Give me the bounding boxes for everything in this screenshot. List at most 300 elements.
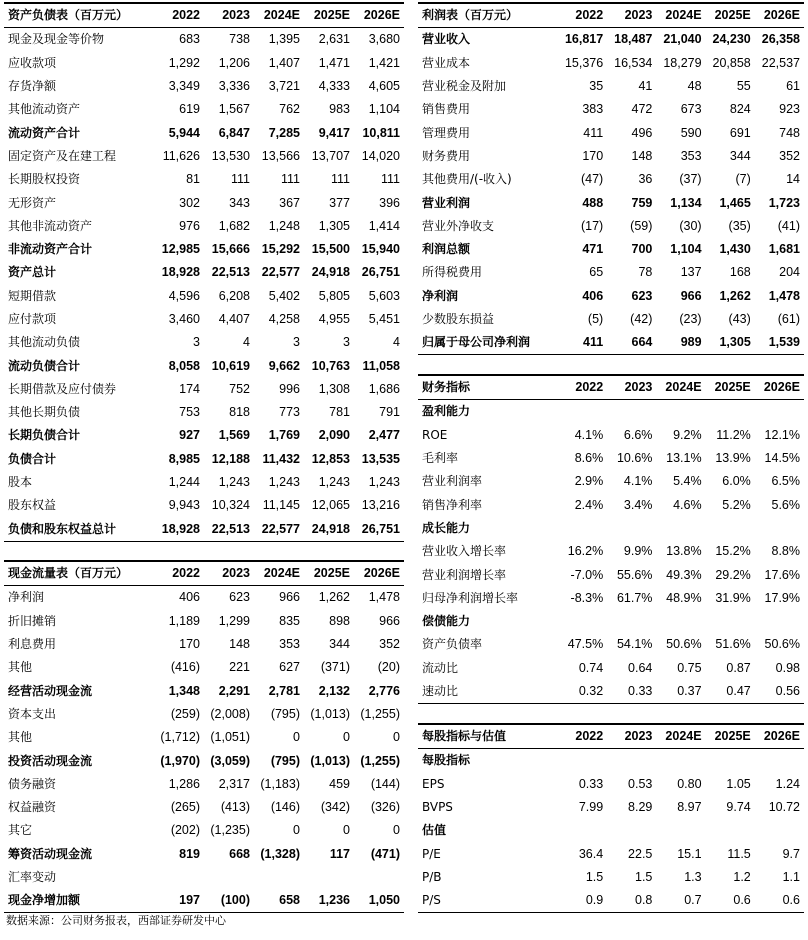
table-row: [4, 191, 404, 214]
table-row: [4, 796, 404, 819]
table-row: [418, 168, 804, 191]
column-header: 2023: [607, 375, 656, 400]
table-title: 财务指标: [418, 375, 558, 400]
footnote: 数据来源：公司财务报表，西部证券研发中心: [6, 914, 226, 927]
row-value: 16.2%: [567, 544, 604, 559]
row-value: 15,292: [261, 242, 300, 257]
column-header: 2026E: [354, 561, 404, 586]
row-label: EPS: [422, 776, 445, 791]
row-label: 流动比: [422, 660, 459, 675]
row-value: 6.6%: [623, 427, 653, 442]
row-value: 78: [638, 265, 653, 280]
row-value: 5,805: [318, 288, 350, 303]
table-row: [418, 563, 804, 586]
table-row: [4, 98, 404, 121]
row-value: 1.24: [775, 776, 800, 791]
row-label: 汇率变动: [8, 870, 57, 884]
row-value: 983: [329, 102, 350, 117]
table-row: [418, 145, 804, 168]
row-label: 资产负债率: [422, 637, 483, 652]
row-value: 5,402: [268, 288, 300, 303]
row-value: 22,513: [204, 518, 254, 542]
row-value: 1,305: [706, 331, 755, 355]
row-value: (1,970): [160, 753, 200, 768]
row-label: 负债和股东权益总计: [4, 518, 154, 542]
row-value: (20): [377, 660, 400, 675]
row-value: 11,145: [262, 498, 300, 513]
row-value: 4,596: [168, 288, 200, 303]
table-header-row: [418, 375, 804, 400]
row-value: 2,781: [268, 683, 300, 698]
row-value: 0: [343, 823, 350, 838]
row-value: 8.29: [628, 800, 653, 815]
row-value: 9.2%: [673, 427, 702, 442]
row-label: 资产总计: [8, 265, 57, 280]
row-value: 55.6%: [616, 567, 653, 582]
row-label: 其他非流动资产: [8, 218, 93, 233]
row-value: 55: [736, 79, 751, 94]
row-value: 1,262: [719, 288, 751, 303]
row-value: 22,537: [761, 55, 800, 70]
row-value: 1,539: [755, 331, 804, 355]
row-value: 1,243: [318, 475, 350, 490]
row-value: 65: [589, 265, 604, 280]
row-value: 383: [582, 102, 604, 117]
row-label: 短期借款: [8, 288, 57, 303]
table-row: [418, 191, 804, 214]
column-header: 2024E: [656, 724, 705, 749]
row-value: 9.74: [726, 800, 751, 815]
row-value: 3,336: [218, 79, 250, 94]
valuation-table: [418, 723, 804, 913]
row-value: 2,090: [318, 428, 350, 443]
row-label: 归母净利润增长率: [422, 590, 519, 605]
table-row: [4, 75, 404, 98]
table-row: [418, 749, 804, 773]
row-value: (3,059): [210, 753, 250, 768]
row-label: BVPS: [422, 800, 453, 815]
row-value: [706, 819, 755, 842]
row-value: 11,432: [262, 451, 300, 466]
row-value: 1,104: [670, 242, 702, 257]
row-label: P/B: [422, 869, 442, 884]
row-label: 营业外净收支: [422, 218, 495, 233]
row-value: [558, 400, 607, 424]
row-value: 9.9%: [623, 544, 653, 559]
row-value: [607, 400, 656, 424]
row-value: 9,943: [168, 498, 200, 513]
row-value: 623: [631, 288, 653, 303]
table-row: [4, 424, 404, 447]
row-value: 15,500: [311, 242, 350, 257]
row-value: 0.7: [656, 889, 705, 913]
row-value: 14.5%: [764, 451, 800, 466]
table-row: [4, 773, 404, 796]
table-row: [418, 331, 804, 355]
row-value: 117: [329, 846, 350, 861]
row-value: 17.6%: [764, 567, 800, 582]
table-row: [418, 889, 804, 913]
row-value: 664: [607, 331, 656, 355]
row-value: 5,603: [368, 288, 400, 303]
row-label: 利息费用: [8, 637, 57, 652]
row-value: 791: [379, 405, 400, 420]
row-value: 0.6: [706, 889, 755, 913]
row-label: 现金净增加额: [4, 889, 154, 913]
row-value: 2,317: [218, 776, 250, 791]
row-value: 111: [230, 172, 250, 187]
table-row: [4, 238, 404, 261]
row-value: 22.5: [628, 846, 653, 861]
table-row: [4, 889, 404, 913]
column-header: 2025E: [706, 3, 755, 28]
row-value: [755, 749, 804, 773]
row-value: 2,291: [218, 683, 250, 698]
row-value: 835: [279, 613, 300, 628]
row-value: [354, 866, 404, 889]
row-value: 26,358: [761, 32, 800, 47]
table-header-row: [418, 724, 804, 749]
row-value: [304, 866, 354, 889]
column-header: 2022: [154, 3, 204, 28]
row-value: 976: [179, 218, 200, 233]
row-value: 4,955: [318, 312, 350, 326]
row-value: 1,236: [304, 889, 354, 913]
row-label: 营业收入: [422, 32, 471, 47]
row-value: 738: [229, 32, 250, 47]
column-header: 2022: [558, 375, 607, 400]
row-value: 1,104: [368, 102, 400, 117]
row-value: 0.32: [558, 680, 607, 704]
row-value: 590: [680, 125, 702, 140]
row-value: (795): [270, 706, 300, 721]
column-header: 2022: [558, 724, 607, 749]
row-value: 344: [329, 637, 350, 652]
cash-flow-table: [4, 560, 404, 913]
table-row: [4, 679, 404, 702]
table-row: [4, 378, 404, 401]
row-value: 1,681: [768, 242, 800, 257]
row-value: 0.9: [558, 889, 607, 913]
table-row: [418, 424, 804, 447]
row-value: 12.1%: [764, 427, 800, 442]
row-label: P/S: [418, 889, 558, 913]
row-label: 营业税金及附加: [422, 79, 507, 94]
column-header: 2024E: [656, 375, 705, 400]
row-value: 1,465: [719, 195, 751, 210]
table-row: [418, 238, 804, 261]
row-value: 302: [179, 195, 200, 210]
row-value: 16,817: [564, 32, 604, 47]
row-value: 8,985: [168, 451, 200, 466]
column-header: 2022: [154, 561, 204, 586]
row-value: 15,940: [361, 242, 400, 257]
row-value: 673: [680, 102, 702, 117]
table-row: [4, 749, 404, 772]
row-value: 0: [293, 730, 300, 745]
table-row: [418, 517, 804, 540]
row-value: 0.75: [677, 660, 702, 675]
row-value: (59): [630, 218, 653, 233]
table-row: [418, 493, 804, 516]
row-value: (795): [270, 753, 300, 768]
table-title: 现金流量表（百万元）: [4, 561, 154, 586]
row-value: 0: [293, 823, 300, 838]
row-value: 0.37: [656, 680, 705, 704]
row-value: 1,769: [268, 428, 300, 443]
income-statement-table: [418, 2, 804, 355]
table-row: [4, 633, 404, 656]
table-row: [4, 215, 404, 238]
row-value: 0.6: [755, 889, 804, 913]
row-value: 24,230: [712, 32, 751, 47]
row-value: (471): [370, 846, 400, 861]
row-value: 170: [179, 637, 200, 652]
row-label: 营业收入增长率: [422, 544, 507, 559]
table-header-row: [418, 3, 804, 28]
row-value: 24,918: [311, 265, 350, 280]
row-value: 1,478: [368, 590, 400, 605]
table-row: [418, 587, 804, 610]
row-value: [656, 610, 705, 633]
row-label: 营业利润增长率: [422, 567, 507, 582]
row-label: 其他流动负债: [8, 335, 81, 350]
column-header: 2023: [607, 3, 656, 28]
table-row: [4, 354, 404, 377]
row-value: (35): [728, 218, 751, 233]
row-value: 927: [179, 428, 200, 443]
row-value: 1,308: [318, 381, 350, 396]
row-value: 5.4%: [673, 474, 702, 489]
row-value: 1,471: [318, 55, 350, 70]
row-value: 966: [279, 590, 300, 605]
column-header: 2026E: [755, 3, 804, 28]
row-value: 22,513: [211, 265, 250, 280]
row-label: P/E: [422, 846, 441, 861]
row-value: 1,243: [368, 475, 400, 490]
row-label: 现金及现金等价物: [8, 32, 105, 47]
table-row: [4, 656, 404, 679]
row-value: (259): [170, 706, 200, 721]
row-value: 11.2%: [716, 427, 751, 442]
row-value: 26,751: [354, 518, 404, 542]
row-value: 2.4%: [574, 497, 604, 512]
row-value: 411: [583, 125, 604, 140]
row-label: 财务费用: [422, 148, 471, 163]
row-value: [204, 866, 254, 889]
row-value: 54.1%: [616, 637, 653, 652]
row-value: 5.2%: [722, 497, 751, 512]
row-value: 752: [229, 381, 250, 396]
row-value: 762: [279, 102, 300, 117]
column-header: 2025E: [706, 724, 755, 749]
row-value: 0.56: [755, 680, 804, 704]
column-header: 2025E: [706, 375, 755, 400]
row-value: [558, 517, 607, 540]
row-value: 1,414: [368, 218, 400, 233]
row-value: 1.3: [684, 869, 702, 884]
row-label: 其他长期负债: [8, 405, 81, 420]
row-value: 137: [680, 265, 702, 280]
row-value: 15.1: [677, 846, 702, 861]
row-value: 13,530: [211, 148, 250, 163]
row-value: 0.80: [677, 776, 702, 791]
row-label: 负债合计: [8, 451, 57, 466]
row-label: 长期股权投资: [8, 172, 81, 187]
row-value: -8.3%: [570, 590, 604, 605]
row-value: 0.53: [628, 776, 653, 791]
row-value: 18,487: [614, 32, 653, 47]
row-label: 股东权益: [8, 498, 57, 513]
row-value: 1,134: [670, 195, 702, 210]
row-value: 170: [582, 148, 604, 163]
row-label: 固定资产及在建工程: [8, 148, 117, 163]
row-value: 966: [680, 288, 702, 303]
row-value: 989: [656, 331, 705, 355]
row-label: 少数股东损益: [422, 312, 495, 326]
row-value: (1,712): [160, 730, 200, 745]
row-value: 4,333: [318, 79, 350, 94]
row-value: 8.6%: [574, 451, 604, 466]
row-label: 销售费用: [422, 102, 471, 117]
row-value: 406: [179, 590, 200, 605]
column-header: 2025E: [304, 561, 354, 586]
row-value: 781: [329, 405, 350, 420]
row-value: [656, 819, 705, 842]
table-row: [4, 494, 404, 517]
row-value: 4,407: [218, 312, 250, 326]
table-header-row: [4, 561, 404, 586]
row-value: 50.6%: [764, 637, 800, 652]
row-label: 其他: [8, 730, 33, 745]
table-row: [418, 680, 804, 704]
row-value: 17.9%: [764, 590, 800, 605]
row-value: 3: [343, 335, 350, 350]
row-value: 759: [631, 195, 653, 210]
row-value: (7): [735, 172, 751, 187]
row-value: 773: [279, 405, 300, 420]
row-value: 15,666: [211, 242, 250, 257]
row-value: 8.97: [677, 800, 702, 815]
row-value: (1,235): [210, 823, 250, 838]
row-value: 1,262: [318, 590, 350, 605]
row-value: 353: [680, 148, 702, 163]
row-value: 1.1: [782, 869, 800, 884]
row-value: [656, 517, 705, 540]
row-value: (5): [587, 312, 604, 326]
row-value: [755, 819, 804, 842]
row-value: 2,477: [368, 428, 400, 443]
row-value: (17): [580, 218, 604, 233]
table-row: [418, 470, 804, 493]
row-value: 9,662: [268, 358, 300, 373]
row-label: 权益融资: [8, 800, 57, 815]
row-value: 10,619: [211, 358, 250, 373]
row-value: 1,348: [168, 683, 200, 698]
row-label: 偿债能力: [422, 614, 471, 629]
row-label: 管理费用: [422, 125, 471, 140]
row-value: [558, 749, 607, 773]
row-value: (1,051): [210, 730, 250, 745]
column-header: 2025E: [304, 3, 354, 28]
row-value: (42): [630, 312, 653, 326]
row-value: [607, 819, 656, 842]
row-value: 50.6%: [666, 637, 702, 652]
row-value: (37): [679, 172, 702, 187]
row-value: 1,243: [268, 475, 300, 490]
row-value: 496: [631, 125, 653, 140]
row-label: 营业利润率: [422, 474, 483, 489]
row-value: 14: [786, 172, 800, 187]
row-value: 1,421: [368, 55, 400, 70]
row-value: -7.0%: [570, 567, 604, 582]
row-value: 996: [279, 381, 300, 396]
row-value: 14,020: [361, 148, 400, 163]
row-value: 471: [582, 242, 604, 257]
row-value: 6.5%: [771, 474, 800, 489]
row-value: 459: [329, 776, 350, 791]
row-value: 13,566: [261, 148, 300, 163]
row-value: [558, 819, 607, 842]
row-label: 长期负债合计: [8, 428, 81, 443]
row-value: 819: [179, 846, 200, 861]
row-value: 3,721: [268, 79, 300, 94]
row-label: 其他: [8, 660, 33, 675]
table-row: [418, 261, 804, 284]
row-value: 10.72: [768, 800, 800, 815]
table-title: 每股指标与估值: [418, 724, 558, 749]
row-value: 0.87: [726, 660, 751, 675]
table-row: [418, 52, 804, 75]
row-value: (416): [170, 660, 200, 675]
row-value: 1,407: [268, 55, 300, 70]
row-label: 其他流动资产: [8, 102, 81, 117]
row-label: 股本: [8, 475, 33, 490]
row-value: 4: [243, 335, 250, 350]
table-row: [418, 819, 804, 842]
row-value: 35: [589, 79, 604, 94]
row-value: 0.33: [578, 776, 604, 791]
row-value: [154, 866, 204, 889]
row-label: 债务融资: [8, 776, 57, 791]
table-row: [4, 726, 404, 749]
row-value: 18,928: [161, 265, 200, 280]
row-value: 3,460: [168, 312, 200, 326]
row-value: [607, 749, 656, 773]
row-value: 0.74: [578, 660, 604, 675]
row-value: 343: [229, 195, 250, 210]
row-value: 3,680: [368, 32, 400, 47]
row-value: 691: [729, 125, 751, 140]
row-label: 净利润: [422, 288, 459, 303]
row-value: 1,682: [218, 218, 250, 233]
row-value: 4.1%: [574, 427, 604, 442]
table-row: [4, 586, 404, 610]
row-value: 0.64: [628, 660, 653, 675]
row-value: [656, 400, 705, 424]
row-value: 3.4%: [623, 497, 653, 512]
row-value: 344: [729, 148, 751, 163]
row-value: [558, 610, 607, 633]
table-header-row: [4, 3, 404, 28]
row-value: 1,395: [268, 32, 300, 47]
row-label: 应收款项: [8, 55, 57, 70]
row-value: (371): [320, 660, 350, 675]
table-row: [4, 52, 404, 75]
row-value: 396: [379, 195, 400, 210]
table-row: [4, 168, 404, 191]
table-row: [418, 285, 804, 308]
